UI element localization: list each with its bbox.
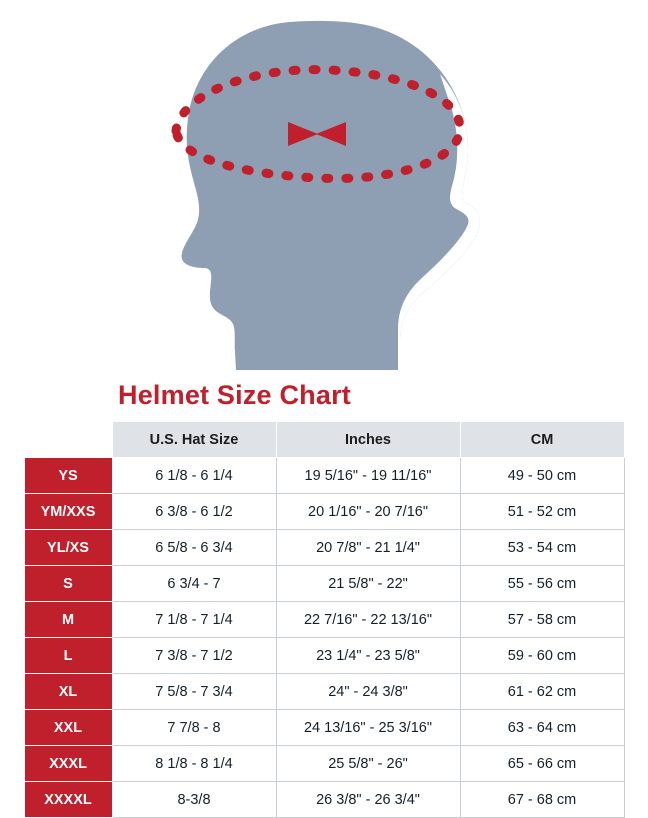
table-row [24,602,624,638]
cell-us-hat-size: 7 5/8 - 7 3/4 [112,674,276,710]
page-title: Helmet Size Chart [118,380,351,410]
cell-cm: 49 - 50 cm [460,458,624,494]
cell-us-hat-size: 7 3/8 - 7 1/2 [112,638,276,674]
row-header-size: XL [24,674,112,710]
size-chart-table [24,421,625,818]
column-header-inches: Inches [276,422,460,458]
cell-us-hat-size: 6 3/4 - 7 [112,566,276,602]
cell-inches: 20 7/8" - 21 1/4" [276,530,460,566]
row-header-size: M [24,602,112,638]
cell-cm: 55 - 56 cm [460,566,624,602]
row-header-size: XXXL [24,746,112,782]
cell-cm: 61 - 62 cm [460,674,624,710]
cell-us-hat-size: 7 7/8 - 8 [112,710,276,746]
row-header-size: L [24,638,112,674]
row-header-size: YS [24,458,112,494]
table-row [24,746,624,782]
table-header-row [24,422,624,458]
table-row [24,458,624,494]
table-row [24,530,624,566]
row-header-size: XXXXL [24,782,112,818]
cell-us-hat-size: 6 3/8 - 6 1/2 [112,494,276,530]
row-header-size: S [24,566,112,602]
table-row [24,638,624,674]
cell-inches: 24 13/16" - 25 3/16" [276,710,460,746]
row-header-size: YM/XXS [24,494,112,530]
cell-cm: 51 - 52 cm [460,494,624,530]
cell-cm: 65 - 66 cm [460,746,624,782]
cell-inches: 19 5/16" - 19 11/16" [276,458,460,494]
table-row [24,674,624,710]
column-header-us-hat-size: U.S. Hat Size [112,422,276,458]
cell-inches: 23 1/4" - 23 5/8" [276,638,460,674]
cell-cm: 67 - 68 cm [460,782,624,818]
row-header-size: XXL [24,710,112,746]
cell-inches: 22 7/16" - 22 13/16" [276,602,460,638]
cell-inches: 24" - 24 3/8" [276,674,460,710]
table-row [24,710,624,746]
cell-cm: 59 - 60 cm [460,638,624,674]
column-header-cm: CM [460,422,624,458]
cell-us-hat-size: 8 1/8 - 8 1/4 [112,746,276,782]
cell-cm: 53 - 54 cm [460,530,624,566]
row-header-size: YL/XS [24,530,112,566]
cell-cm: 63 - 64 cm [460,710,624,746]
cell-inches: 25 5/8" - 26" [276,746,460,782]
head-illustration [0,0,648,370]
cell-inches: 26 3/8" - 26 3/4" [276,782,460,818]
table-corner-cell [24,422,112,458]
cell-us-hat-size: 6 5/8 - 6 3/4 [112,530,276,566]
cell-us-hat-size: 8-3/8 [112,782,276,818]
cell-cm: 57 - 58 cm [460,602,624,638]
table-row [24,566,624,602]
cell-us-hat-size: 7 1/8 - 7 1/4 [112,602,276,638]
cell-inches: 20 1/16" - 20 7/16" [276,494,460,530]
helmet-size-chart [0,370,648,818]
cell-us-hat-size: 6 1/8 - 6 1/4 [112,458,276,494]
table-row [24,494,624,530]
cell-inches: 21 5/8" - 22" [276,566,460,602]
